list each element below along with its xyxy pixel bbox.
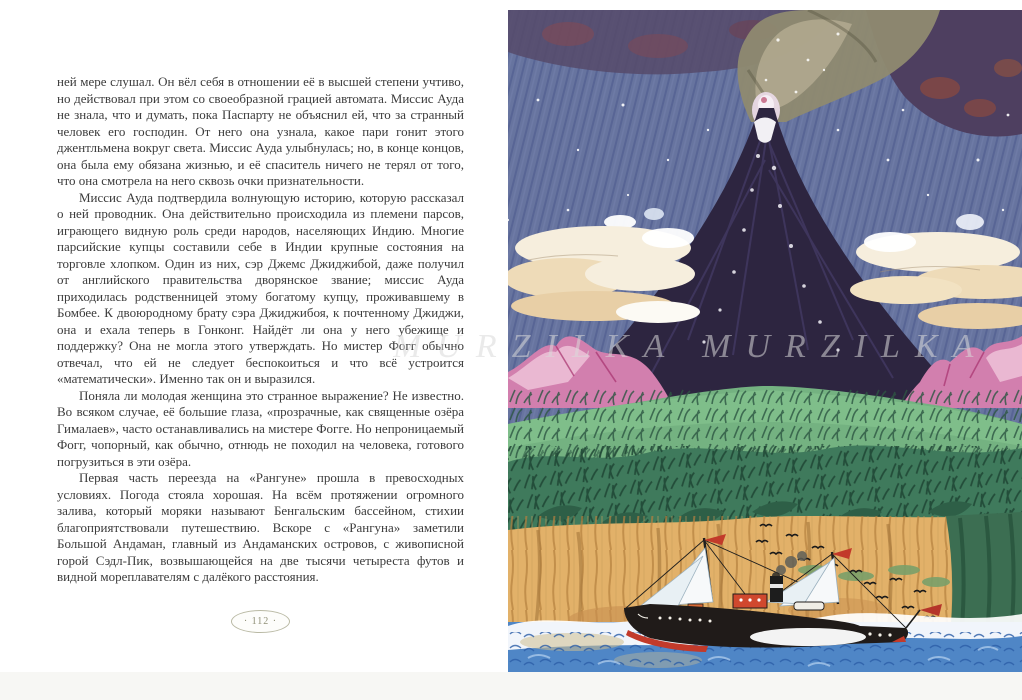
page-bottom-margin <box>0 672 1022 700</box>
paragraph: ней мере слушал. Он вёл себя в отношении её в высшей степени учтиво, но действовал при этом со своеобразной грацией автомата. Миссис Ауда не знала, что и думать, пока Паспарту не объяснил ей, что за странный человек его господин. От него она узнала, какое пари гонит этого джентльмена вокруг света. Миссис Ауда улыбнулась; но, в конце концов, она была ему обязана жизнью, и её спаситель ничего не терял от того, что она смотрела на него сквозь очки признательности. <box>57 74 464 188</box>
right-page <box>508 10 1022 672</box>
left-page <box>0 0 505 700</box>
body-text <box>57 74 464 586</box>
page-number-badge: · 112 · <box>231 610 290 633</box>
paragraph: Первая часть переезда на «Рангуне» прошла в превосходных условиях. Погода стояла хорошая. На всём протяжении огромного залива, который моряки называют Бенгальским бассейном, стихии благоприятствовали путешествию. Вскоре с «Рангуна» заметили Большой Андаман, главный из Андаманских островов, с живописной горой Сэдл-Пик, возвышающейся на две тысячи четыреста футов и видной мореплавателям с далёкого расстояния. <box>57 470 464 584</box>
watermark: MURZILKA MURZILKA <box>393 328 989 365</box>
page-number <box>57 610 464 633</box>
paragraph: Поняла ли молодая женщина это странное выражение? Не известно. Во всяком случае, её большие глаза, «прозрачные, как священные озёра Гималаев», часто останавливались на мистере Фогге. Но непроницаемый Фогг, чопорный, как обычно, отнюдь не походил на человека, готового погрузиться в эти озёра. <box>57 387 464 469</box>
paragraph: Миссис Ауда подтвердила волнующую историю, которую рассказал о ней проводник. Она действительно происходила из племени парсов, играющего видную роль среди народов, населяющих Индию. Многие парсийские купцы составили себе в Индии крупные состояния на торговле хлопком. Один из них, сэр Джемс Джиджибой, даже получил от английского правительства дворянское звание; миссис Ауда приходилась родственницей этому богатому купцу, проживавшему в Бомбее. К двоюродному брату сэра Джиджибоя, к почтенному Джиджи, она и ехала теперь в Гонконг. Найдёт ли она у него убежище и поддержку? Она не могла этого утверждать. Но мистер Фогг обычно отвечал, что ей не следует беспокоиться и что всё устроится «математически». Именно так он и выразился. <box>57 189 464 386</box>
funnel <box>770 576 783 602</box>
andaman-illustration <box>508 10 1022 672</box>
